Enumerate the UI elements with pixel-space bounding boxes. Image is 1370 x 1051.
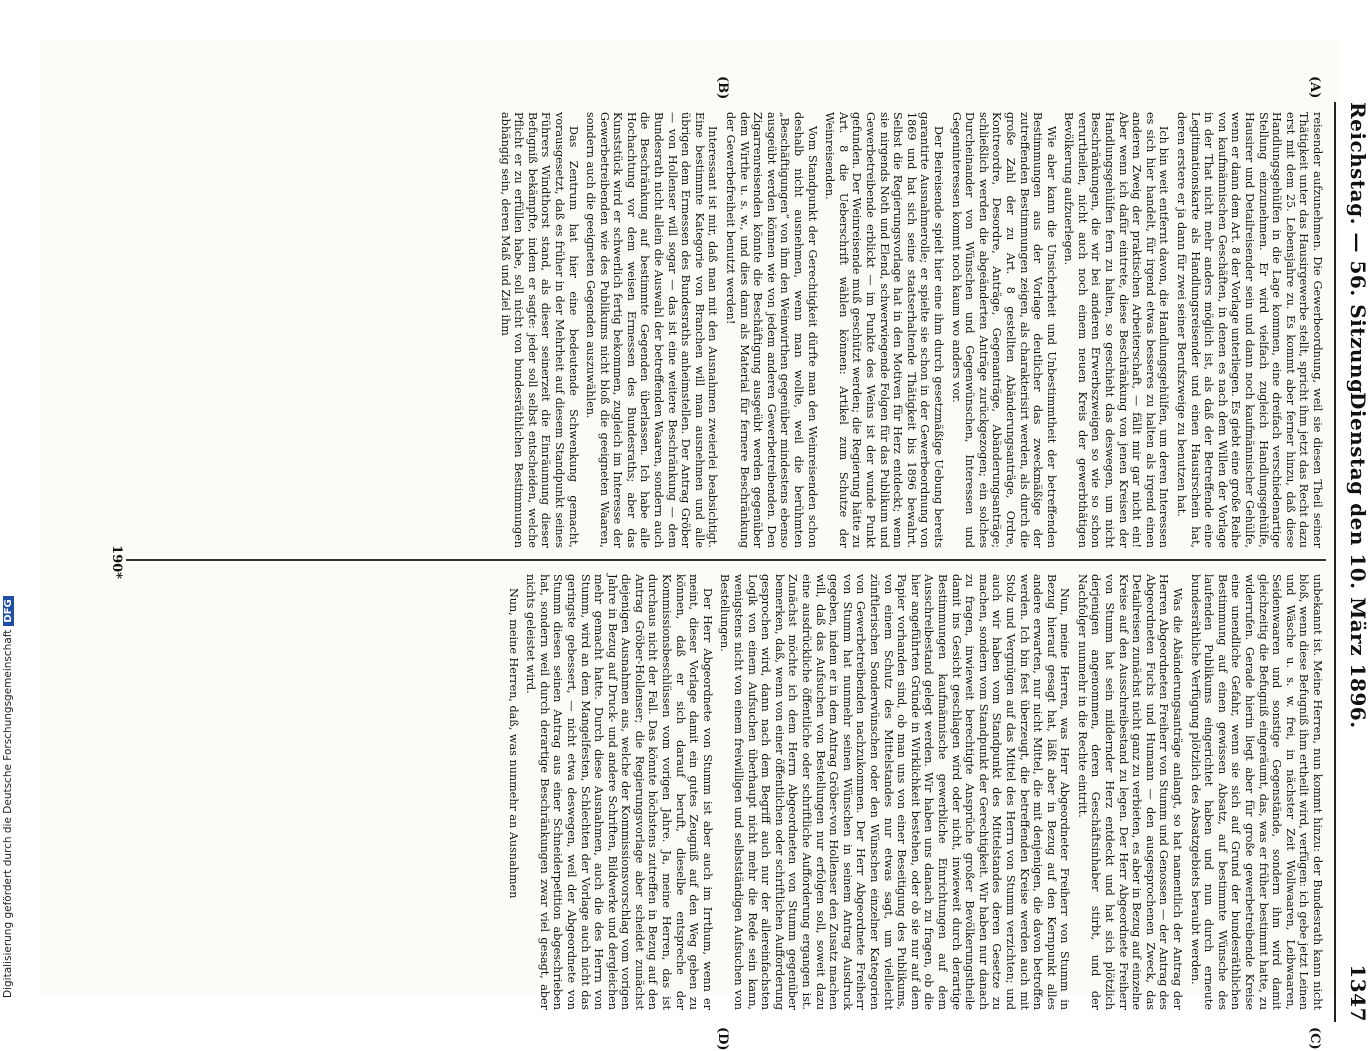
header-rule — [1334, 102, 1336, 1022]
paragraph: Der Beireisende spielt hier eine ihm durch gesetzmäßige Uebung bereits garantirte Ausnahmerolle; er spielte sie schon in der Gewerbeordnung von 1869 und hat sich seine staatserhaltende Thätigkeit bis 1896 bewahrt. Selbst die Regierungsvorlage hat in den Motiven für Herz entdeckt; wenn sie nirgends Noth und Elend, schwerwiegende Folgen für das Publikum und Gewerbetreibende erblickt — im Punkte des Weins ist der wunde Punkt gefunden. Der Weinreisende muß geschützt werden; die Regierung hätte zu Art. 8 die Ueberschrift wählen können: Artikel zum Schutze der Weinreisenden. — [823, 112, 945, 548]
paragraph: Was die Abänderungsanträge anlangt, so hat namentlich der Antrag der Herren Abgeordneten Freiherr von Stumm und Genossen — der Antrag des Abgeordneten Fuchs und Humann — den ausgesprochenen Zweck, das Detailreisen zunächst nicht ganz zu verbieten, es aber in Bezug auf einzelne Kreise auf den Ausschreibestand zu legen. Der Herr Abgeordnete Freiherr von Stumm hat sein mildernder Herz entdeckt und hat sich plötzlich derjenigen angenommen, deren Geschäftsinhaber stirbt, und der Nachfolger nunmehr in die Rechte eintritt. — [1075, 574, 1185, 1010]
scanned-page — [40, 40, 1370, 1051]
marker-c: (C) — [1307, 1027, 1322, 1050]
paragraph: Nun, meine Herren, was Herr Abgeordneter Freiherr von Stumm in Bezug hierauf gesagt hat, läßt aber in Bezug auf den Kernpunkt alles andere erwarten, nur nicht Mittel, die mit denjenigen, die davon betroffen werden. Ich bin fest überzeugt, die betreffenden Kreise werden auch mit Stolz und Vergnügen auf das Mittel des Herrn von Stumm verzichten; und auch wir haben vom Standpunkt des Mittelstandes deren Gesetze zu machen, sondern vom Standpunkt der Gerechtigkeit. Wir haben nur danach zu fragen, inwieweit berechtigte Ansprüche großer Bevölkerungstheile damit ins Gesicht geschlagen wird oder nicht, inwieweit durch derartige Bestimmungen kaufmännische gewerbliche Einrichtungen auf dem Ausschreibestand gelegt werden. Wir haben uns danach zu fragen, ob die hier angeführten Gründe in Wirklichkeit bestehen, oder ob sie nur auf dem Papier vorhanden sind, ob man uns von einer Beseitigung des Publikums, von einem Schutz des Mittelstandes nur etwas sagt, um vielleicht zünftlerischen Sonderwünschen oder den Wünschen einzelner Kategorien von Gewerbetreibenden nachzukommen. Der Herr Abgeordnete Freiherr von Stumm hat nunmehr seinen Wünschen in seinem Antrag Ausdruck gegeben, indem er in dem Antrag Gröber-von Hollenser den Zusatz machen will, daß das Aufsuchen von Bestellungen nur erfolgen soll, soweit dazu eine ausdrückliche öffentliche oder schriftliche Aufforderung ergangen ist. Zunächst möchte ich dem Herrn Abgeordneten von Stumm gegenüber bemerken, daß, wenn von einer öffentlichen oder schriftlichen Aufforderung gesprochen wird, dann nach dem Begriff auch nur der allereinfachsten Logik von einem Aufsuchen überhaupt nicht mehr die Rede sein kann, wenigstens nicht von einem freiwilligen und selbstständigen Aufsuchen von Bestellungen. — [718, 574, 1072, 1010]
column-divider — [126, 559, 1326, 561]
paragraph: Nun, meine Herren, daß, was nunmehr an Ausnahmen — [506, 588, 520, 899]
paragraph: Ich bin weit entfernt davon, die Handlungsgehülfen, um deren Interessen es sich hier handelt, für irgend etwas besseres zu halten als irgend einen anderen Zweig der praktischen Arbeiterschaft, — fällt mir gar nicht ein! Aber wenn ich dafür eintrete, diese Beschränkung von jenen Kreisen der Handlungsgehülfen fern zu halten, so geschieht das deswegen, um nicht Beschränkungen, die wir bei anderen Erwerbszweigen so wie so schon verurtheilen, nicht auch noch einem neuen Kreis der gewerbthätigen Bevölkerung aufzuerlegen. — [1062, 112, 1171, 548]
header-session: Reichstag. — 56. Sitzung. — [1346, 102, 1370, 401]
marker-a: (A) — [1307, 76, 1322, 99]
text-column-right — [129, 574, 1324, 1010]
marker-d: (D) — [715, 1027, 730, 1051]
marker-b: (B) — [715, 76, 730, 100]
text-column-left — [129, 112, 1324, 548]
dfg-logo: DFG — [3, 596, 14, 625]
header-date: Dienstag den 10. März 1896. — [1346, 392, 1370, 729]
paragraph: reisender aufzunehmen. Die Gewerbeordnung, weil sie diesen Theil seiner Thätigkeit unter das Hausirgewerbe stellt, spricht ihm jetzt das Recht dazu erst mit dem 25. Lebensjahre zu. Es kommt aber ferner hinzu, daß diese Handlungsgehülfen in die Lage kommen, eine dreifach verschiedenartige Stellung einzunehmen. Er wird vielfach zugleich Handlungsgehülfe, Hausirer und Detailreisender sein und dann noch kaufmännischer Gehülfe, wenn er dann dem Art. 8 der Vorlage unterliegen. Es giebt eine große Reihe von kaufmännischen Geschäften, in denen es nach dem Willen der Vorlage in der That nicht mehr anders möglich ist, als daß der Betreffende eine Legitimationskarte als Handlungsreisender und einen Hausirschein hat, deren erstere er ja dann für zwei seiner Berufszweige zu benutzen hat. — [1175, 112, 1324, 548]
document-page — [109, 76, 1370, 1051]
paragraph: Vom Standpunkt der Gerechtigkeit dürfte man den Weinreisenden schon deshalb nicht ausnehmen, wenn man wollte, weil die berühmten „Beschäftigungen“ von ihm den Weinwirthen gegenüber mindestens ebenso ausgeübt werden können wie von jedem anderen Gewerbetreibenden. Den Zigarrenreisenden könnte die Beschäftigung ausgeübt werden gegenüber dem Wirthe u. s. w., und dies dann als Material für fernere Beschränkung der Gewerbefreiheit benutzt werden! — [724, 112, 819, 548]
paragraph: Interessant ist mir, daß man mit den Ausnahmen zweierlei beabsichtigt. Eine bestimmte Kategorie von Branchen will man ausnehmen und alle übrigen dem Ermessen des Bundesraths anheimstellen. Der Antrag Gröber — von Hollenser will sogar — das ist eine weitere Beschränkung — dem Bundesrath nicht allein die Auswahl der betreffenden Waaren, sondern auch die Beschränkung auf bestimmte Gegenden überlassen. Ich habe alle Hochachtung vor dem weisen Ermessen des Bundesraths; aber das Kunststück wird er schwerlich fertig bekommen, zugleich im Interesse der Gewerbetreibenden wie des Publikums nicht bloß die geeigneten Waaren, sondern auch die geeigneten Gegenden auszuwählen. — [584, 112, 720, 548]
paragraph: Der Herr Abgeordnete von Stumm ist aber auch im Irrthum, wenn er meint, dieser Vorlage damit ein gutes Zeugniß auf den Weg geben zu können, daß er sich darauf beruft, dieselbe entspreche der Kommissionsbeschlüssen vom vorigen Jahre. Ja, meine Herren, das ist durchaus nicht der Fall. Das könnte höchstens zutreffen in Bezug auf den Antrag Gröber-Hollenser; die Regierungsvorlage aber scheidet zunächst diejenigen Ausnahmen aus, welche der Kommissionsvorschlag vom vorigen Jahre in Bezug auf Druck- und andere Schriften, Bildwerke und dergleichen mehr gemacht hatte. Durch diese Ausnahmen, auch die des Herrn von Stumm, wird an dem Mangelfesten, Schlechten der Vorlage auch nicht das geringste gebessert, — nicht etwa deswegen, weil der Abgeordnete von Stumm diesen seinen Antrag aus einer Schneiderpetition abgeschrieben hat, sondern weil durch derartige Beschränkungen zwar viel gesagt, aber nichts geleistet wird. — [524, 574, 714, 1010]
paragraph: Das Zentrum hat hier eine bedeutende Schwenkung gemacht, vorausgesetzt, daß es früher in der Mehrheit auf diesem Standpunkt seines Führers Windthorst stand, als dieser seinerzeit die Einräumung dieser Befugniß bekämpfte, indem er sagte: jeder soll selbst entscheiden, welche Pflicht er zu erfüllen habe, soll nicht von bundesräthlichen Bestimmungen abhängig sein, deren Maß und Ziel ihm — [498, 112, 580, 548]
paragraph: unbekannt ist. Meine Herren, nun kommt hinzu: der Bundesrath kann nicht bloß, wenn diese Befugniß ihm ertheilt wird, verfügen: ich gebe jetzt Leinen und Wäsche u. s. w. frei, in nächster Zeit Wollwaaren, Leibwaaren, Seidenwaaren und sonstige Gegenstände, sondern ihm wird damit gleichzeitig die Befugniß eingeräumt, das, was er früher bestimmt hatte, zu widerrufen. Gerade hierin liegt aber für große gewerbetreibende Kreise eine unendliche Gefahr, wenn sie sich auf Grund der bundesräthlichen Bestimmung auf einen gewissen Absatz, auf bestimmte Wünsche des laufenden Publikums eingerichtet haben und nun durch erneute bundesräthliche Verfügung plötzlich des Absatzgebiets beraubt werden. — [1188, 574, 1324, 1010]
paragraph: Wie aber kann die Unsicherheit und Unbestimmtheit der betreffenden Bestimmungen aus der Vorlage deutlicher das zweckmäßige der zutreffenden Bestimmungen zeigen, als charakterisirt werden, als durch die große Zahl der zu Art. 8 gestellten Abänderungsanträge, Ordre, Kontreordre, Desordre, Anträge, Gegenanträge, Abänderungsanträge; schließlich werden die abgeänderten Anträge zurückgezogen; ein solches Durcheinander von Wünschen und Gegenwünschen, Interessen und Gegeninteressen kommt noch kaum wo anders vor. — [949, 112, 1058, 548]
digitization-note — [2, 596, 14, 998]
digitization-note-text: Digitalisierung gefördert durch die Deutsche Forschungsgemeinschaft — [2, 629, 14, 998]
sheet-signature: 190* — [109, 545, 124, 579]
page-header — [1330, 102, 1370, 1022]
page-number: 1347 — [1346, 964, 1370, 1022]
